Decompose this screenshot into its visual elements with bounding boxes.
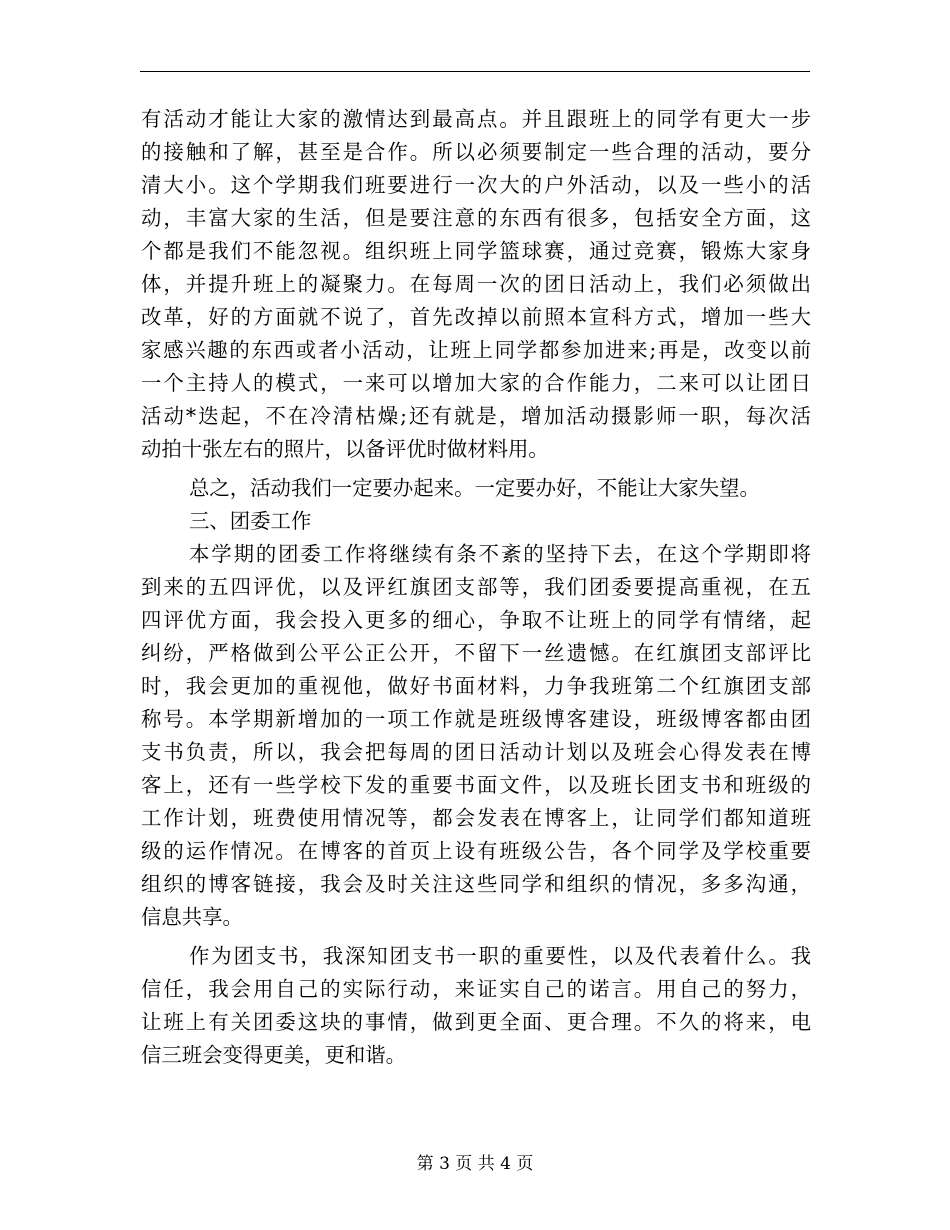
text-line: 动拍十张左右的照片，以备评优时做材料用。 xyxy=(141,437,549,461)
text-line: 信任，我会用自己的实际行动，来证实自己的诺言。用自己的努力， xyxy=(141,977,811,1001)
text-line: 作为团支书，我深知团支书一职的重要性，以及代表着什么。我 xyxy=(189,944,811,968)
text-line: 的接触和了解，甚至是合作。所以必须要制定一些合理的活动，要分 xyxy=(141,140,811,164)
text-line: 时，我会更加的重视他，做好书面材料，力争我班第二个红旗团支部 xyxy=(141,674,811,698)
text-line: 家感兴趣的东西或者小活动，让班上同学都参加进来;再是，改变以前 xyxy=(141,338,811,362)
text-line: 有活动才能让大家的激情达到最高点。并且跟班上的同学有更大一步 xyxy=(141,107,811,131)
text-line: 活动*迭起，不在冷清枯燥;还有就是，增加活动摄影师一职，每次活 xyxy=(141,404,811,428)
text-line: 称号。本学期新增加的一项工作就是班级博客建设，班级博客都由团 xyxy=(141,707,811,731)
text-line: 支书负责，所以，我会把每周的团日活动计划以及班会心得发表在博 xyxy=(141,740,811,764)
body-text xyxy=(141,103,811,1072)
text-line: 纠纷，严格做到公平公正公开，不留下一丝遗憾。在红旗团支部评比 xyxy=(141,641,811,665)
text-line: 工作计划，班费使用情况等，都会发表在博客上，让同学们都知道班 xyxy=(141,806,811,830)
text-line: 个都是我们不能忽视。组织班上同学篮球赛，通过竞赛，锻炼大家身 xyxy=(141,239,811,263)
text-line: 改革，好的方面就不说了，首先改掉以前照本宣科方式，增加一些大 xyxy=(141,305,811,329)
section-heading: 三、团委工作 xyxy=(189,509,312,533)
text-line: 动，丰富大家的生活，但是要注意的东西有很多，包括安全方面，这 xyxy=(141,206,811,230)
text-line: 让班上有关团委这块的事情，做到更全面、更合理。不久的将来，电 xyxy=(141,1010,811,1034)
text-line: 信三班会变得更美，更和谐。 xyxy=(141,1043,407,1067)
text-line: 本学期的团委工作将继续有条不紊的坚持下去，在这个学期即将 xyxy=(189,542,811,566)
text-line: 客上，还有一些学校下发的重要书面文件，以及班长团支书和班级的 xyxy=(141,773,811,797)
text-line: 一个主持人的模式，一来可以增加大家的合作能力，二来可以让团日 xyxy=(141,371,811,395)
text-line: 到来的五四评优，以及评红旗团支部等，我们团委要提高重视，在五 xyxy=(141,575,811,599)
text-line: 四评优方面，我会投入更多的细心，争取不让班上的同学有情绪，起 xyxy=(141,608,811,632)
page-number-footer: 第 3 页 共 4 页 xyxy=(416,1154,534,1174)
text-line: 信息共享。 xyxy=(141,905,243,929)
text-line: 体，并提升班上的凝聚力。在每周一次的团日活动上，我们必须做出 xyxy=(141,272,811,296)
text-line: 级的运作情况。在博客的首页上设有班级公告，各个同学及学校重要 xyxy=(141,839,811,863)
text-line: 清大小。这个学期我们班要进行一次大的户外活动，以及一些小的活 xyxy=(141,173,811,197)
paragraph-summary: 总之，活动我们一定要办起来。一定要办好，不能让大家失望。 xyxy=(189,476,760,500)
header-rule xyxy=(140,71,810,72)
text-line: 组织的博客链接，我会及时关注这些同学和组织的情况，多多沟通， xyxy=(141,872,811,896)
